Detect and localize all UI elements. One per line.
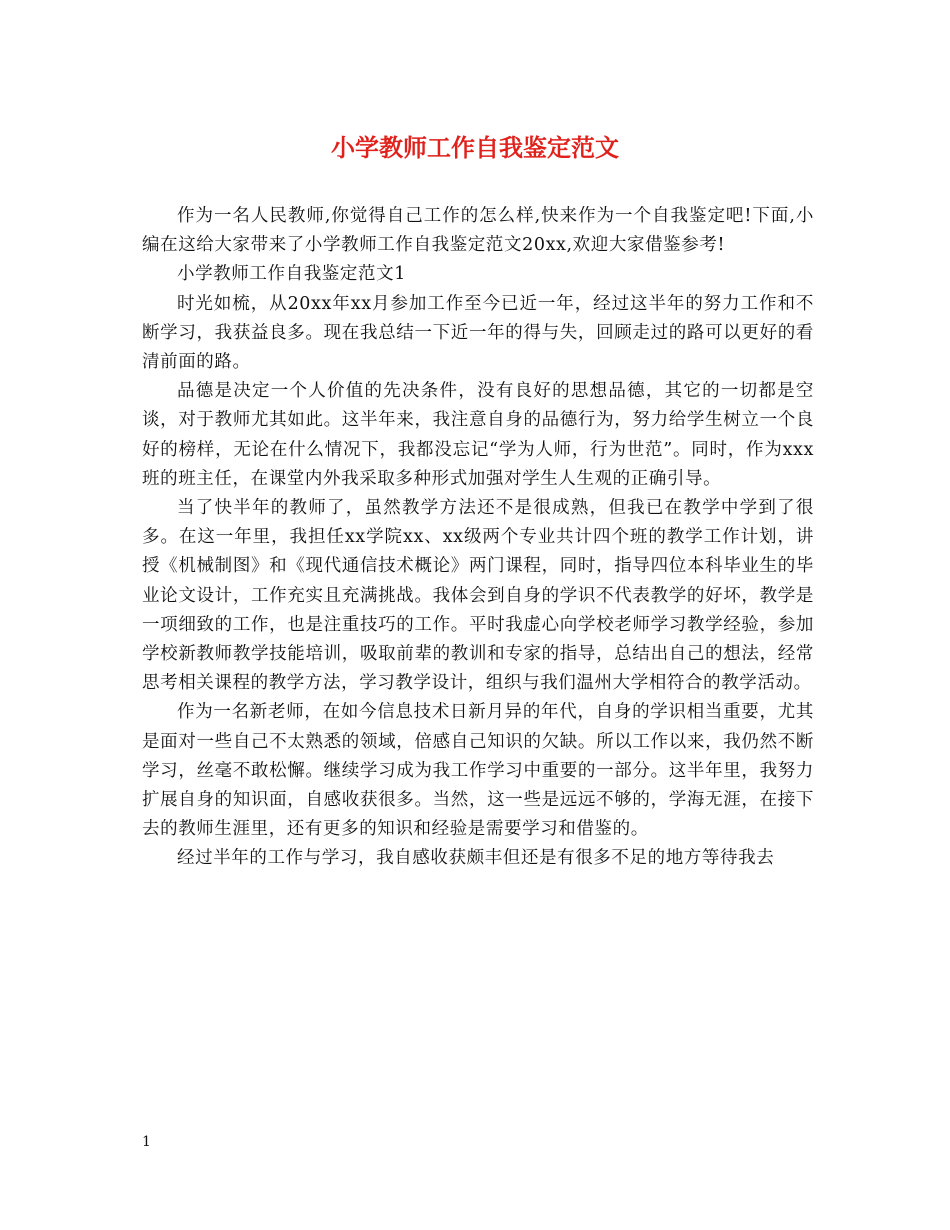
section-heading: 小学教师工作自我鉴定范文1 (177, 264, 406, 285)
intro-paragraph: 作为一名人民教师,你觉得自己工作的怎么样,快来作为一个自我鉴定吧!下面,小编在这给大家带来了小学教师工作自我鉴定范文20xx,欢迎大家借鉴参考! (142, 206, 814, 256)
page-number: 1 (142, 1134, 151, 1150)
body-paragraph-1: 时光如梳，从20xx年xx月参加工作至今已近一年，经过这半年的努力工作和不断学习，我获益良多。现在我总结一下近一年的得与失，回顾走过的路可以更好的看清前面的路。 (142, 293, 814, 373)
body-paragraph-4: 作为一名新老师，在如今信息技术日新月异的年代，自身的学识相当重要，尤其是面对一些自己不太熟悉的领域，倍感自己知识的欠缺。所以工作以来，我仍然不断学习，丝毫不敢松懈。继续学习成为我工作学习中重要的一部分。这半年里，我努力扩展自身的知识面，自感收获很多。当然，这一些是远远不够的，学海无涯，在接下去的教师生涯里，还有更多的知识和经验是需要学习和借鉴的。 (142, 702, 814, 840)
document-title: 小学教师工作自我鉴定范文 (331, 133, 619, 162)
body-paragraph-3: 当了快半年的教师了，虽然教学方法还不是很成熟，但我已在教学中学到了很多。在这一年里，我担任xx学院xx、xx级两个专业共计四个班的教学工作计划，讲授《机械制图》和《现代通信技术概论》两门课程，同时，指导四位本科毕业生的毕业论文设计，工作充实且充满挑战。我体会到自身的学识不代表教学的好坏，教学是一项细致的工作，也是注重技巧的工作。平时我虚心向学校老师学习教学经验，参加学校新教师教学技能培训，吸取前辈的教训和专家的指导，总结出自己的想法，经常思考相关课程的教学方法，学习教学设计，组织与我们温州大学相符合的教学活动。 (142, 498, 814, 694)
body-paragraph-5: 经过半年的工作与学习，我自感收获颇丰但还是有很多不足的地方等待我去 (177, 848, 775, 869)
document-body (142, 202, 814, 874)
body-paragraph-2: 品德是决定一个人价值的先决条件，没有良好的思想品德，其它的一切都是空谈，对于教师尤其如此。这半年来，我注意自身的品德行为，努力给学生树立一个良好的榜样，无论在什么情况下，我都没忘记“学为人师，行为世范”。同时，作为xxx班的班主任，在课堂内外我采取多种形式加强对学生人生观的正确引导。 (142, 381, 814, 489)
